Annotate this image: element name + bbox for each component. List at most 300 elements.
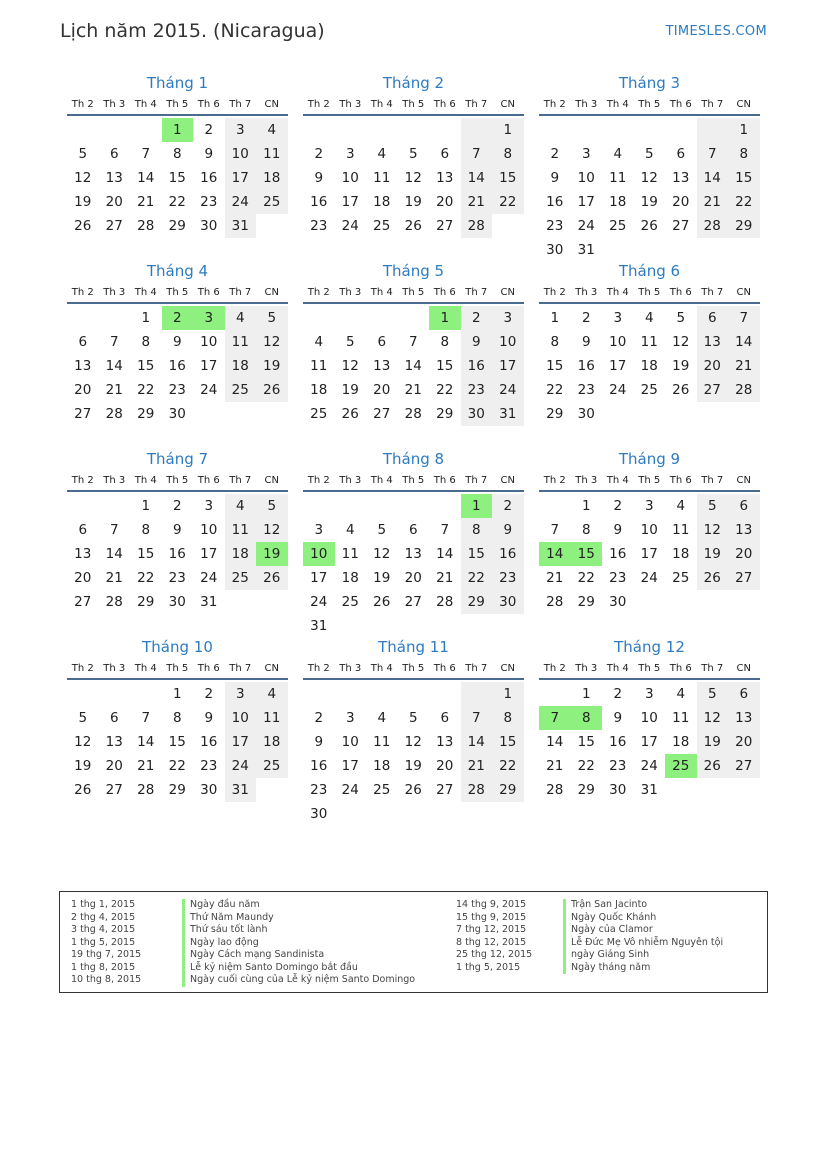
empty-cell [67,118,99,142]
day-cell: 9 [204,146,214,162]
legend-names-right [563,899,723,974]
day-cell: 28 [137,782,155,798]
empty-cell [665,238,697,262]
month-calendar [67,72,288,260]
day-cell: 3 [314,522,324,538]
day-cell: 11 [256,706,288,730]
empty-cell [225,402,257,426]
empty-cell [366,306,398,330]
day-cell: 22 [577,758,595,774]
weekday-label: Th 4 [134,286,157,298]
weekday-label: CN [264,474,279,486]
day-cell: 13 [436,734,454,750]
legend-date: 1 thg 5, 2015 [71,936,136,948]
day-cell: 23 [168,382,186,398]
day-cell: 9 [172,522,182,538]
day-cell: 5 [697,682,729,706]
day-cell: 6 [78,334,88,350]
day-cell: 24 [492,378,524,402]
day-cell: 10 [492,330,524,354]
day-cell: 23 [461,378,493,402]
day-cell: 1 [581,686,591,702]
day-cell: 11 [672,522,690,538]
day-cell: 26 [404,218,422,234]
day-cell: 3 [581,146,591,162]
legend-holiday-name: Thứ sáu tốt lành [182,924,415,937]
day-cell: 9 [550,170,560,186]
day-cell: 10 [341,734,359,750]
weekday-label: Th 7 [465,474,488,486]
day-cell: 20 [105,194,123,210]
weekday-label: Th 2 [307,474,330,486]
empty-cell [634,402,666,426]
empty-cell [602,402,634,426]
weekday-label: Th 4 [606,286,629,298]
empty-cell [461,802,493,826]
weekday-header [67,282,288,304]
day-cell: 4 [256,682,288,706]
day-cell: 28 [461,214,493,238]
weekday-label: Th 2 [543,286,566,298]
weekday-label: Th 2 [307,662,330,674]
empty-cell [366,802,398,826]
day-cell: 11 [310,358,328,374]
empty-cell [99,118,131,142]
day-cell: 3 [204,498,214,514]
day-cell: 13 [105,170,123,186]
day-cell: 30 [461,402,493,426]
month-calendar [303,636,524,826]
empty-cell [697,238,729,262]
weekday-label: Th 5 [402,474,425,486]
empty-cell [99,682,131,706]
empty-cell [366,118,398,142]
day-cell: 18 [225,354,257,378]
empty-cell [335,306,367,330]
day-cell: 8 [440,334,450,350]
empty-cell [303,494,335,518]
day-cell: 24 [640,570,658,586]
day-cell: 27 [373,406,391,422]
day-cell: 21 [137,194,155,210]
weekday-label: Th 6 [669,98,692,110]
day-cell: 10 [640,710,658,726]
day-cell: 14 [461,730,493,754]
day-cell: 14 [461,166,493,190]
legend-date: 7 thg 12, 2015 [456,924,527,935]
day-cell: 19 [404,758,422,774]
empty-cell [99,306,131,330]
day-cell: 23 [200,758,218,774]
day-cell: 19 [74,758,92,774]
holiday-day-cell: 1 [461,494,493,518]
day-cell: 28 [546,594,564,610]
weekday-label: Th 6 [433,98,456,110]
empty-cell [728,778,760,802]
weekday-label: Th 2 [71,474,94,486]
day-cell: 16 [200,170,218,186]
weekday-label: CN [736,98,751,110]
weekday-label: Th 3 [339,662,362,674]
day-cell: 25 [225,566,257,590]
legend-holiday-name: Lễ Đức Mẹ Vô nhiễm Nguyên tội [563,937,723,950]
day-cell: 28 [105,594,123,610]
day-cell: 5 [408,710,418,726]
weekday-label: Th 3 [339,474,362,486]
weekday-label: Th 7 [229,474,252,486]
month-title: Tháng 3 [618,74,681,92]
legend-date: 3 thg 4, 2015 [71,924,136,935]
day-cell: 15 [728,166,760,190]
day-cell: 26 [672,382,690,398]
weekday-header [67,470,288,492]
weekday-label: CN [264,662,279,674]
day-cell: 9 [172,334,182,350]
day-cell: 6 [377,334,387,350]
brand-link[interactable]: TIMESLES.COM [665,24,767,39]
day-cell: 3 [345,710,355,726]
day-cell: 29 [168,218,186,234]
day-cell: 15 [577,734,595,750]
weekday-label: Th 6 [669,662,692,674]
day-cell: 16 [310,194,328,210]
day-cell: 26 [404,782,422,798]
legend-date: 14 thg 9, 2015 [456,899,527,910]
weekday-label: Th 4 [606,98,629,110]
weekday-label: Th 2 [543,662,566,674]
empty-cell [256,402,288,426]
day-cell: 16 [609,734,627,750]
months-grid [67,72,761,826]
empty-cell [697,778,729,802]
empty-cell [398,682,430,706]
month-title: Tháng 4 [146,262,209,280]
weekday-label: Th 7 [701,98,724,110]
empty-cell [665,778,697,802]
day-cell: 12 [672,334,690,350]
legend-date: 15 thg 9, 2015 [456,911,527,923]
legend-holiday-name: ngày Giáng Sinh [563,949,723,962]
weekday-header [303,282,524,304]
day-cell: 22 [137,382,155,398]
empty-cell [193,402,225,426]
empty-cell [67,682,99,706]
day-cell: 1 [492,118,524,142]
day-cell: 28 [546,782,564,798]
weekday-label: Th 6 [669,474,692,486]
day-cell: 16 [461,354,493,378]
day-cell: 30 [310,806,328,822]
month-title: Tháng 6 [618,262,681,280]
weekday-label: CN [500,474,515,486]
day-grid [539,682,760,802]
weekday-label: Th 3 [103,662,126,674]
day-cell: 2 [172,498,182,514]
day-cell: 26 [697,754,729,778]
day-cell: 11 [609,170,627,186]
day-cell: 18 [256,730,288,754]
day-cell: 29 [577,782,595,798]
weekday-label: Th 6 [433,474,456,486]
day-cell: 3 [225,682,257,706]
day-cell: 8 [461,518,493,542]
day-cell: 16 [546,194,564,210]
day-grid [303,118,524,238]
empty-cell [335,682,367,706]
legend-date: 2 thg 4, 2015 [71,911,136,923]
day-cell: 27 [728,566,760,590]
day-cell: 6 [440,146,450,162]
day-cell: 15 [461,542,493,566]
empty-cell [461,682,493,706]
empty-cell [634,238,666,262]
day-cell: 31 [640,782,658,798]
day-cell: 30 [200,782,218,798]
day-cell: 4 [225,494,257,518]
day-cell: 26 [341,406,359,422]
day-cell: 15 [137,358,155,374]
day-cell: 26 [373,594,391,610]
day-cell: 13 [728,518,760,542]
day-cell: 11 [672,710,690,726]
day-cell: 3 [345,146,355,162]
day-cell: 11 [225,518,257,542]
day-cell: 12 [74,170,92,186]
weekday-header [303,94,524,116]
day-cell: 21 [105,382,123,398]
legend-dates-right [456,899,532,974]
weekday-label: Th 7 [701,662,724,674]
holiday-day-cell: 14 [539,542,571,566]
month-calendar [67,448,288,636]
day-cell: 30 [168,406,186,422]
empty-cell [398,494,430,518]
day-cell: 31 [577,242,595,258]
day-cell: 1 [728,118,760,142]
day-cell: 24 [609,382,627,398]
day-cell: 15 [492,166,524,190]
day-cell: 11 [640,334,658,350]
day-cell: 11 [341,546,359,562]
day-cell: 26 [640,218,658,234]
day-cell: 26 [256,378,288,402]
weekday-label: Th 7 [229,286,252,298]
day-cell: 21 [697,190,729,214]
day-cell: 1 [581,498,591,514]
day-cell: 17 [341,758,359,774]
day-cell: 25 [640,382,658,398]
weekday-label: Th 7 [229,662,252,674]
day-cell: 21 [105,570,123,586]
day-cell: 10 [200,522,218,538]
month-title: Tháng 1 [146,74,209,92]
day-cell: 23 [492,566,524,590]
day-grid [67,494,288,614]
day-cell: 6 [728,682,760,706]
weekday-label: Th 2 [307,286,330,298]
weekday-label: Th 3 [103,98,126,110]
day-cell: 8 [581,522,591,538]
day-cell: 6 [728,494,760,518]
holiday-day-cell: 15 [571,542,603,566]
legend-holiday-name: Trận San Jacinto [563,899,723,912]
legend-holiday-name: Thứ Năm Maundy [182,912,415,925]
legend-date: 1 thg 1, 2015 [71,899,136,910]
day-cell: 7 [440,522,450,538]
weekday-label: Th 7 [465,286,488,298]
day-grid [67,682,288,802]
day-cell: 30 [168,594,186,610]
month-title: Tháng 9 [618,450,681,468]
day-cell: 14 [137,734,155,750]
day-cell: 29 [728,214,760,238]
day-cell: 12 [697,518,729,542]
weekday-label: Th 5 [638,474,661,486]
day-cell: 20 [373,382,391,398]
empty-cell [366,614,398,638]
weekday-header [303,658,524,680]
empty-cell [429,682,461,706]
month-calendar [539,260,760,448]
day-cell: 27 [697,378,729,402]
day-cell: 25 [256,190,288,214]
day-cell: 2 [581,310,591,326]
day-cell: 7 [141,710,151,726]
weekday-label: CN [736,286,751,298]
day-cell: 20 [105,758,123,774]
day-cell: 29 [461,590,493,614]
day-cell: 3 [225,118,257,142]
empty-cell [303,306,335,330]
day-cell: 22 [461,566,493,590]
day-grid [303,682,524,826]
weekday-label: CN [500,662,515,674]
day-cell: 11 [373,170,391,186]
day-cell: 7 [109,522,119,538]
month-calendar [539,72,760,260]
day-cell: 17 [225,166,257,190]
weekday-label: CN [736,662,751,674]
day-cell: 18 [341,570,359,586]
empty-cell [697,590,729,614]
empty-cell [99,494,131,518]
holiday-day-cell: 25 [665,754,697,778]
weekday-label: Th 5 [402,662,425,674]
day-cell: 20 [728,542,760,566]
day-cell: 19 [672,358,690,374]
day-cell: 24 [225,754,257,778]
day-cell: 23 [546,218,564,234]
day-cell: 23 [168,570,186,586]
weekday-label: Th 4 [134,662,157,674]
day-grid [303,494,524,638]
day-cell: 17 [492,354,524,378]
weekday-label: Th 2 [71,662,94,674]
day-cell: 14 [137,170,155,186]
day-cell: 9 [492,518,524,542]
day-cell: 5 [256,494,288,518]
day-cell: 15 [168,734,186,750]
day-cell: 18 [672,734,690,750]
holiday-day-cell: 3 [193,306,225,330]
legend-date: 1 thg 8, 2015 [71,961,136,973]
day-cell: 12 [256,330,288,354]
weekday-label: Th 5 [402,98,425,110]
empty-cell [665,118,697,142]
month-title: Tháng 11 [378,638,449,656]
day-cell: 29 [137,406,155,422]
day-cell: 16 [168,546,186,562]
weekday-label: CN [736,474,751,486]
day-cell: 10 [225,142,257,166]
day-cell: 30 [577,406,595,422]
day-cell: 4 [225,306,257,330]
day-cell: 13 [74,358,92,374]
day-cell: 5 [644,146,654,162]
day-cell: 5 [408,146,418,162]
day-cell: 27 [105,218,123,234]
weekday-label: Th 3 [103,286,126,298]
day-cell: 4 [676,686,686,702]
day-cell: 15 [546,358,564,374]
day-cell: 29 [546,406,564,422]
weekday-label: Th 7 [701,474,724,486]
day-cell: 22 [137,570,155,586]
holiday-legend [59,891,768,993]
day-cell: 27 [74,406,92,422]
day-cell: 13 [672,170,690,186]
day-cell: 2 [492,494,524,518]
day-cell: 10 [200,334,218,350]
empty-cell [634,118,666,142]
day-cell: 12 [74,734,92,750]
legend-dates-left [71,899,141,987]
weekday-label: CN [500,98,515,110]
weekday-label: Th 5 [638,98,661,110]
day-cell: 19 [74,194,92,210]
weekday-label: Th 2 [543,474,566,486]
legend-holiday-name: Lễ kỷ niệm Santo Domingo bắt đầu [182,962,415,975]
month-title: Tháng 2 [382,74,445,92]
empty-cell [461,614,493,638]
weekday-label: Th 6 [197,286,220,298]
day-cell: 16 [200,734,218,750]
weekday-label: Th 5 [166,662,189,674]
day-grid [539,118,760,262]
day-cell: 9 [461,330,493,354]
day-cell: 28 [728,378,760,402]
day-cell: 10 [577,170,595,186]
day-cell: 23 [200,194,218,210]
weekday-header [67,658,288,680]
day-cell: 30 [492,590,524,614]
month-calendar [539,636,760,826]
day-cell: 2 [461,306,493,330]
day-cell: 11 [256,142,288,166]
day-cell: 26 [74,782,92,798]
day-cell: 17 [609,358,627,374]
page-title: Lịch năm 2015. (Nicaragua) [60,20,325,42]
day-cell: 12 [373,546,391,562]
empty-cell [303,118,335,142]
day-cell: 10 [640,522,658,538]
day-cell: 23 [310,218,328,234]
day-cell: 8 [141,522,151,538]
empty-cell [539,118,571,142]
empty-cell [492,802,524,826]
empty-cell [225,590,257,614]
day-cell: 17 [200,358,218,374]
